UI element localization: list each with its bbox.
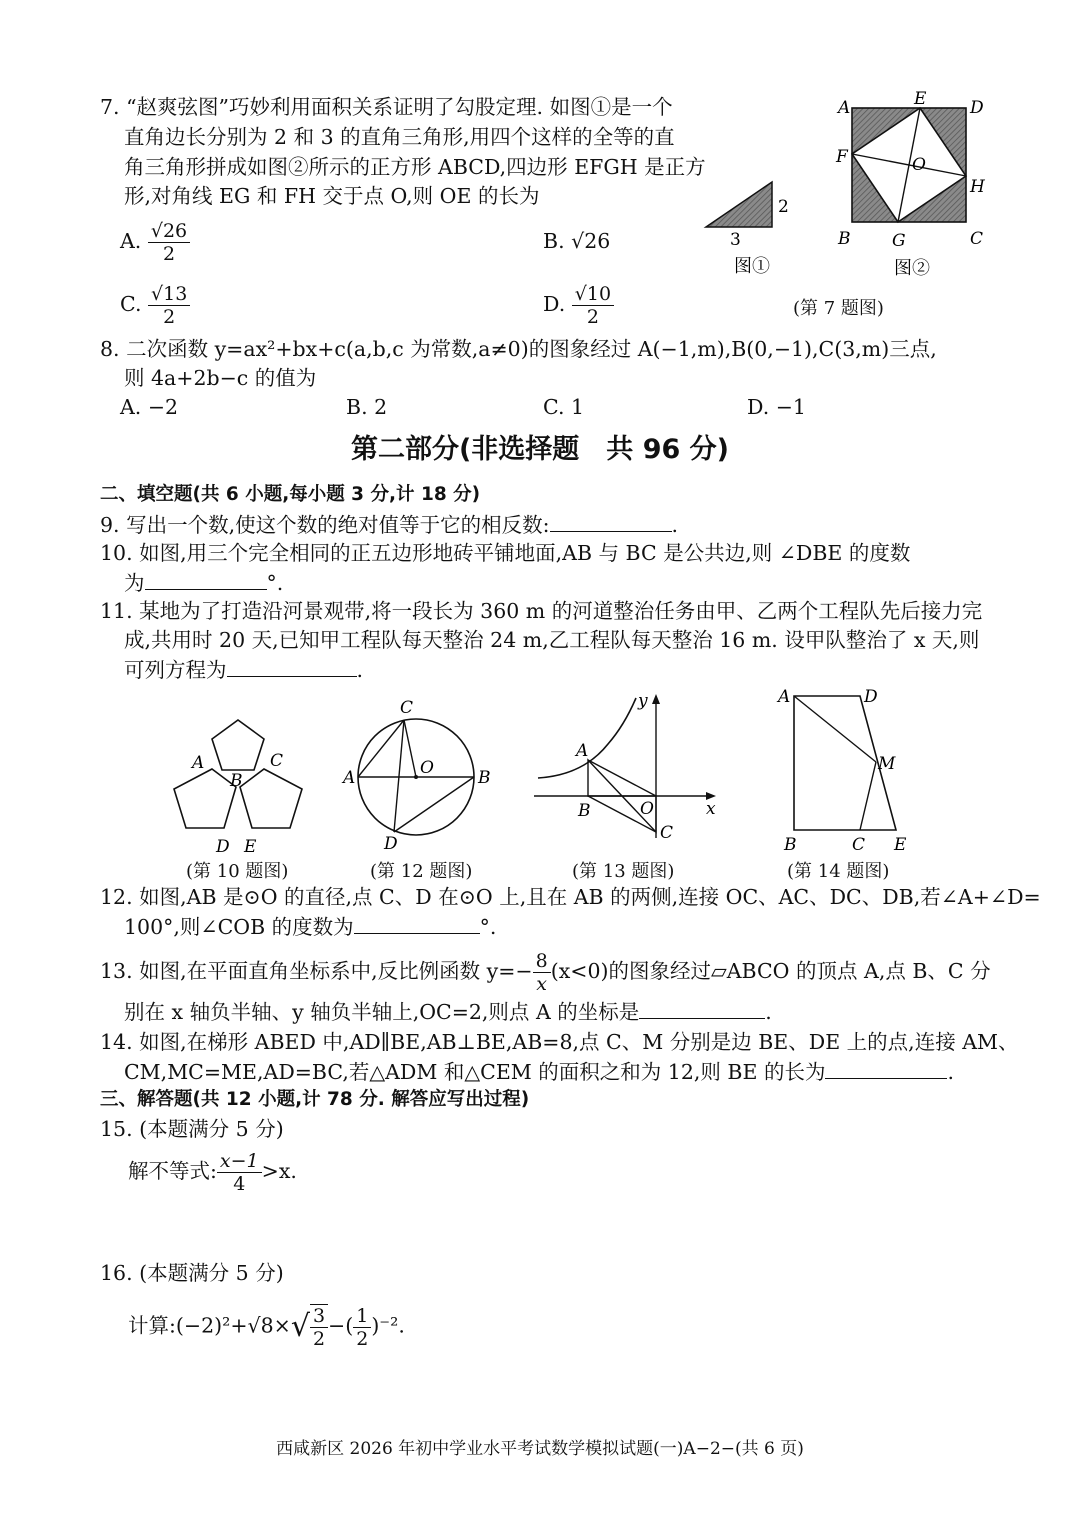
label-f: F bbox=[836, 147, 848, 167]
pentagon-top bbox=[212, 720, 264, 770]
q13-line-2 bbox=[124, 996, 772, 1027]
q8-option-d: D. −1 bbox=[747, 395, 806, 419]
q16-radical-fraction bbox=[310, 1304, 328, 1350]
q12-line-2-start: 100°,则∠COB 的度数为 bbox=[124, 915, 354, 939]
figure-14-caption: (第 14 题图) bbox=[787, 861, 890, 882]
option-label: C. bbox=[120, 292, 142, 316]
figure-10 bbox=[164, 710, 314, 860]
fraction-denominator: 2 bbox=[162, 243, 176, 265]
q11-line-3 bbox=[124, 654, 363, 685]
q16-expression bbox=[128, 1304, 405, 1350]
q16-prefix: 计算:(−2)²+√8× bbox=[128, 1313, 291, 1338]
label-e: E bbox=[244, 837, 257, 857]
label-b: B bbox=[784, 835, 797, 855]
label-a: A bbox=[343, 768, 356, 788]
option-label: D. bbox=[543, 292, 566, 316]
option-fraction bbox=[148, 220, 190, 265]
q15-suffix: >x. bbox=[261, 1159, 297, 1183]
segment-oc bbox=[404, 720, 416, 777]
q13-line-2-start: 别在 x 轴负半轴、y 轴负半轴上,OC=2,则点 A 的坐标是 bbox=[124, 1000, 640, 1024]
radical-sign: √ bbox=[290, 1309, 310, 1344]
part-2-title: 第二部分(非选择题 共 96 分) bbox=[350, 434, 730, 465]
label-a: A bbox=[778, 687, 791, 707]
right-triangle bbox=[706, 182, 772, 227]
q11-answer-blank[interactable] bbox=[227, 654, 357, 677]
q7-figure-2 bbox=[832, 88, 992, 284]
segment-ao bbox=[588, 760, 656, 796]
label-m: M bbox=[878, 754, 896, 774]
q10-line-2 bbox=[124, 567, 283, 598]
figure-10-caption: (第 10 题图) bbox=[186, 861, 289, 882]
fraction-numerator: 8 bbox=[533, 950, 551, 973]
label-b: B bbox=[838, 229, 851, 249]
q11-line-2: 成,共用时 20 天,已知甲工程队每天整治 24 m,乙工程队每天整治 16 m. 设甲队整治了 x 天,则 bbox=[124, 628, 980, 652]
q15-title: 15. (本题满分 5 分) bbox=[100, 1117, 284, 1141]
label-a: A bbox=[192, 753, 205, 773]
fraction-numerator: √26 bbox=[148, 220, 190, 243]
q9-text: 9. 写出一个数,使这个数的绝对值等于它的相反数: bbox=[100, 513, 550, 537]
q7-option-b bbox=[543, 226, 610, 256]
figure-13-caption: (第 13 题图) bbox=[572, 861, 675, 882]
parallelogram-abco bbox=[588, 760, 656, 832]
q13-line-1 bbox=[100, 950, 991, 995]
segment-cm bbox=[860, 762, 876, 830]
label-a: A bbox=[576, 741, 589, 761]
q9-end: . bbox=[671, 513, 679, 537]
fraction-denominator: 2 bbox=[586, 306, 599, 328]
label-c: C bbox=[970, 229, 984, 249]
q16-mid: −( bbox=[328, 1313, 354, 1338]
fraction-denominator: 2 bbox=[356, 1327, 369, 1350]
q7-line-2: 直角边长分别为 2 和 3 的直角三角形,用四个这样的全等的直 bbox=[124, 125, 675, 149]
fraction-numerator: 3 bbox=[310, 1305, 328, 1328]
center-point bbox=[414, 775, 418, 779]
fraction-denominator: 2 bbox=[163, 306, 176, 328]
fraction-denominator: 4 bbox=[233, 1173, 246, 1195]
q8-option-a: A. −2 bbox=[120, 395, 179, 419]
label-b: B bbox=[478, 768, 491, 788]
label-e: E bbox=[894, 835, 907, 855]
q12-line-1: 12. 如图,AB 是⊙O 的直径,点 C、D 在⊙O 上,且在 AB 的两侧,连接 OC、AC、DC、DB,若∠A+∠D= bbox=[100, 885, 1041, 909]
q15-expression bbox=[128, 1150, 297, 1195]
q7-line-1: 7. “赵爽弦图”巧妙利用面积关系证明了勾股定理. 如图①是一个 bbox=[100, 95, 673, 119]
q13-line-1-start: 13. 如图,在平面直角坐标系中,反比例函数 y=− bbox=[100, 959, 533, 983]
section-2-header: 二、填空题(共 6 小题,每小题 3 分,计 18 分) bbox=[100, 484, 481, 505]
figure-12 bbox=[340, 695, 500, 855]
hyperbola-curve bbox=[538, 698, 636, 778]
label-c: C bbox=[400, 698, 414, 718]
fraction-numerator: 1 bbox=[353, 1305, 371, 1328]
q15-prefix: 解不等式: bbox=[128, 1159, 217, 1183]
q11-line-3-end: . bbox=[356, 658, 364, 682]
label-d: D bbox=[216, 837, 230, 857]
label-o: O bbox=[912, 155, 926, 175]
q14-line-1: 14. 如图,在梯形 ABED 中,AD∥BE,AB⊥BE,AB=8,点 C、M 分别是边 BE、DE 上的点,连接 AM、 bbox=[100, 1030, 1019, 1054]
q12-line-2 bbox=[124, 911, 496, 942]
q15-fraction bbox=[217, 1150, 262, 1195]
label-o: O bbox=[640, 799, 654, 819]
q13-answer-blank[interactable] bbox=[639, 996, 765, 1019]
figure-12-caption: (第 12 题图) bbox=[370, 861, 473, 882]
side-label-2: 2 bbox=[778, 197, 789, 217]
q13-fraction bbox=[533, 950, 551, 995]
fraction-denominator: 2 bbox=[312, 1328, 326, 1350]
option-fraction bbox=[148, 283, 190, 328]
q7-figure-1 bbox=[696, 172, 806, 282]
option-label: A. bbox=[120, 229, 142, 253]
label-g: G bbox=[892, 231, 906, 251]
q11-line-3-start: 可列方程为 bbox=[124, 658, 227, 682]
q12-line-2-end: °. bbox=[479, 915, 497, 939]
label-o: O bbox=[420, 758, 434, 778]
q14-line-2-end: . bbox=[947, 1060, 954, 1084]
q10-line-2-end: °. bbox=[266, 571, 284, 595]
pentagon-right bbox=[240, 769, 302, 828]
option-label: B. bbox=[543, 229, 565, 253]
fraction-numerator: √13 bbox=[148, 283, 190, 306]
pentagon-left bbox=[174, 769, 236, 828]
q8-option-c: C. 1 bbox=[543, 395, 585, 419]
label-d: D bbox=[864, 687, 878, 707]
q14-answer-blank[interactable] bbox=[825, 1056, 947, 1079]
label-b: B bbox=[578, 801, 591, 821]
q10-answer-blank[interactable] bbox=[145, 567, 267, 590]
fraction-denominator: x bbox=[536, 973, 548, 995]
label-x: x bbox=[706, 799, 716, 819]
segment-db bbox=[394, 777, 474, 832]
q9-answer-blank[interactable] bbox=[550, 509, 672, 532]
q8-line-2: 则 4a+2b−c 的值为 bbox=[124, 366, 317, 390]
q16-suffix: )⁻². bbox=[371, 1313, 405, 1338]
label-e: E bbox=[914, 89, 927, 109]
label-d: D bbox=[384, 834, 398, 854]
option-value: √26 bbox=[571, 229, 611, 253]
side-label-3: 3 bbox=[730, 230, 741, 250]
q7-figure-caption: (第 7 题图) bbox=[793, 298, 884, 319]
fraction-numerator: √10 bbox=[572, 283, 614, 306]
q7-line-4: 形,对角线 EG 和 FH 交于点 O,则 OE 的长为 bbox=[124, 184, 540, 208]
q9 bbox=[100, 509, 678, 540]
q7-option-d bbox=[543, 283, 614, 328]
label-c: C bbox=[270, 751, 284, 771]
label-b: B bbox=[230, 771, 243, 791]
q8-option-b: B. 2 bbox=[346, 395, 388, 419]
q7-line-3: 角三角形拼成如图②所示的正方形 ABCD,四边形 EFGH 是正方 bbox=[124, 155, 706, 179]
q7-option-a bbox=[120, 220, 190, 265]
figure-2-caption: 图② bbox=[894, 258, 930, 279]
figure-13 bbox=[530, 688, 730, 858]
q13-line-1-end: (x<0)的图象经过▱ABCO 的顶点 A,点 B、C 分 bbox=[550, 959, 991, 983]
y-axis-arrow bbox=[652, 694, 660, 704]
label-c: C bbox=[660, 823, 674, 843]
label-y: y bbox=[638, 691, 648, 711]
section-3-header: 三、解答题(共 12 小题,计 78 分. 解答应写出过程) bbox=[100, 1089, 530, 1110]
figure-14 bbox=[770, 680, 920, 858]
q11-line-1: 11. 某地为了打造沿河景观带,将一段长为 360 m 的河道整治任务由甲、乙两个工程队先后接力完 bbox=[100, 599, 983, 623]
segment-dc bbox=[394, 720, 404, 832]
q16-title: 16. (本题满分 5 分) bbox=[100, 1261, 284, 1285]
label-c: C bbox=[852, 835, 866, 855]
q12-answer-blank[interactable] bbox=[354, 911, 480, 934]
label-a: A bbox=[838, 98, 851, 118]
q10-line-2-start: 为 bbox=[124, 571, 145, 595]
q14-line-2 bbox=[124, 1056, 954, 1087]
q7-option-c bbox=[120, 283, 190, 328]
option-fraction bbox=[572, 283, 614, 328]
figure-1-caption: 图① bbox=[734, 256, 770, 277]
page-footer: 西咸新区 2026 年初中学业水平考试数学模拟试题(一)A−2−(共 6 页) bbox=[276, 1439, 804, 1459]
q8-line-1: 8. 二次函数 y=ax²+bx+c(a,b,c 为常数,a≠0)的图象经过 A(−1,m),B(0,−1),C(3,m)三点, bbox=[100, 337, 937, 361]
q16-fraction bbox=[353, 1305, 371, 1350]
fraction-numerator: x−1 bbox=[217, 1150, 262, 1173]
label-d: D bbox=[970, 98, 984, 118]
q13-line-2-end: . bbox=[765, 1000, 772, 1024]
label-h: H bbox=[970, 177, 985, 197]
q14-line-2-start: CM,MC=ME,AD=BC,若△ADM 和△CEM 的面积之和为 12,则 BE 的长为 bbox=[124, 1060, 826, 1084]
q10-line-1: 10. 如图,用三个完全相同的正五边形地砖平铺地面,AB 与 BC 是公共边,则 ∠DBE 的度数 bbox=[100, 541, 911, 565]
